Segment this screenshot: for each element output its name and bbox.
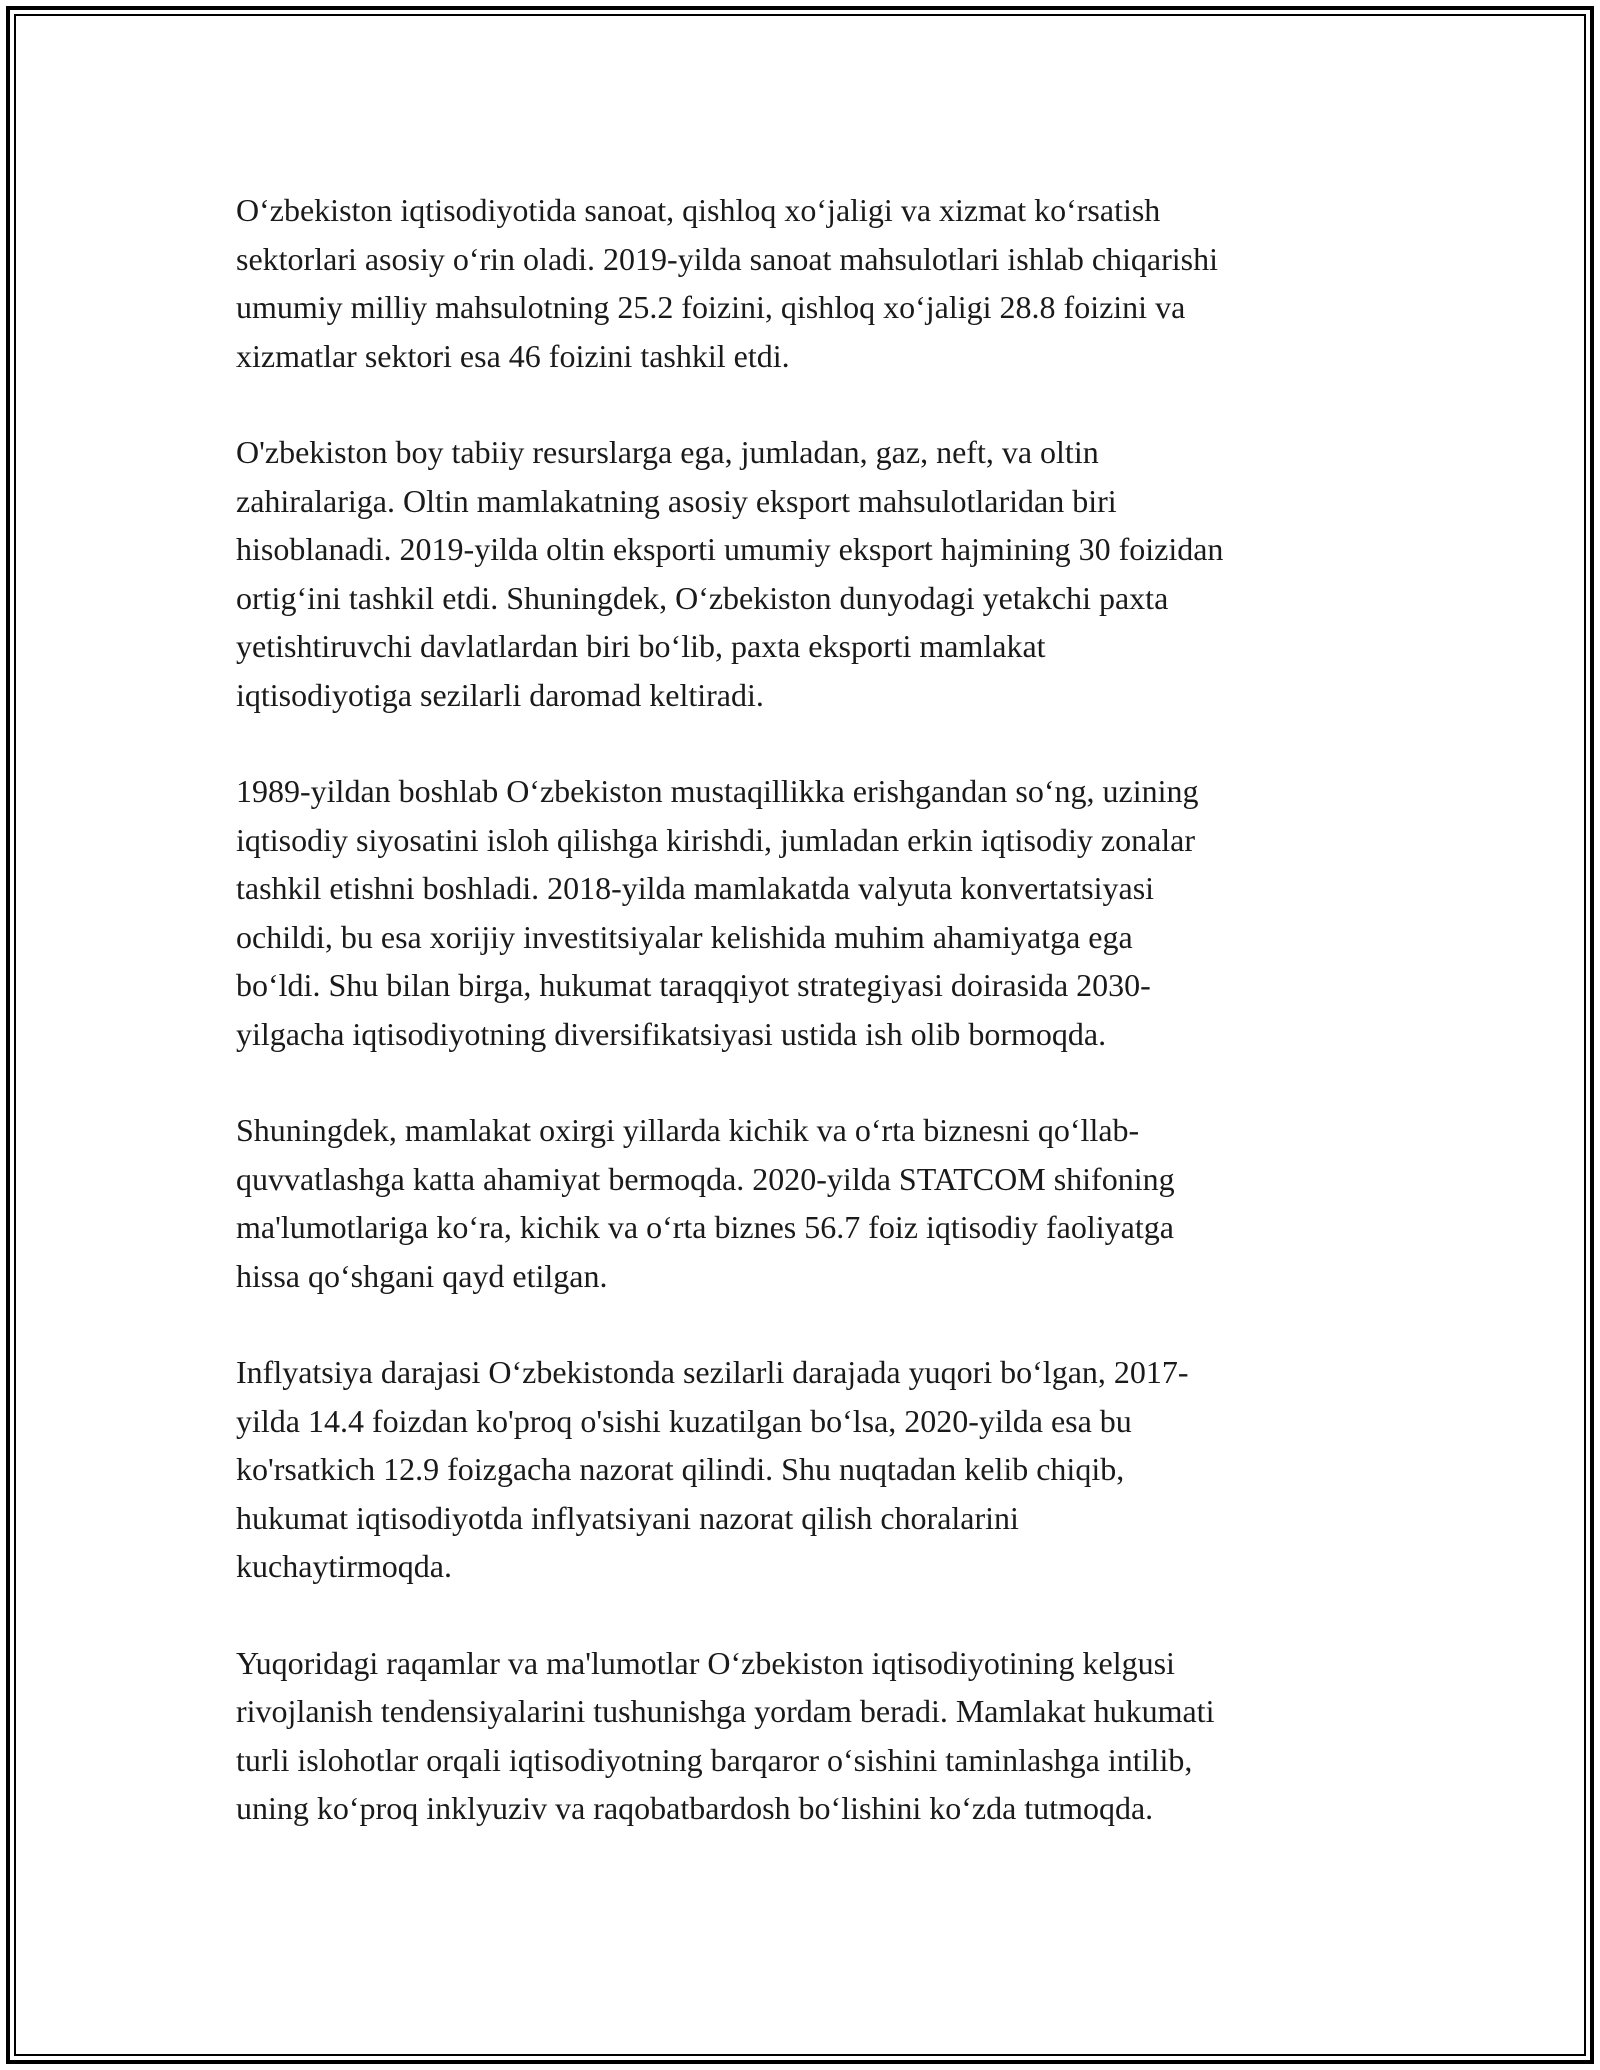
paragraph-conclusion: Yuqoridagi raqamlar va ma'lumotlar O‘zbekiston iqtisodiyotining kelgusi rivojlanish tendensiyalarini tushunishga yordam beradi. Mamlakat hukumati turli islohotlar orqali iqtisodiyotning barqaror o‘sishini taminlashga intilib, uning ko‘proq inklyuziv va raqobatbardosh bo‘lishini ko‘zda tutmoqda. (236, 1644, 1215, 1826)
document-body (236, 186, 1376, 1881)
paragraph-economic-reforms: 1989-yildan boshlab O‘zbekiston mustaqillikka erishgandan so‘ng, uzining iqtisodiy siyosatini isloh qilishga kirishdi, jumladan erkin iqtisodiy zonalar tashkil etishni boshladi. 2018-yilda mamlakatda valyuta konvertatsiyasi ochildi, bu esa xorijiy investitsiyalar kelishida muhim ahamiyatga ega bo‘ldi. Shu bilan birga, hukumat taraqqiyot strategiyasi doirasida 2030- yilgacha iqtisodiyotning diversifikatsiyasi ustida ish olib bormoqda. (236, 773, 1199, 1052)
paragraph-natural-resources: O'zbekiston boy tabiiy resurslarga ega, jumladan, gaz, neft, va oltin zahiralariga. Oltin mamlakatning asosiy eksport mahsulotlaridan biri hisoblanadi. 2019-yilda oltin eksporti umumiy eksport hajmining 30 foizidan ortig‘ini tashkil etdi. Shuningdek, O‘zbekiston dunyodagi yetakchi paxta yetishtiruvchi davlatlardan biri bo‘lib, paxta eksporti mamlakat iqtisodiyotiga sezilarli daromad keltiradi. (236, 434, 1224, 713)
paragraph-economy-sectors: O‘zbekiston iqtisodiyotida sanoat, qishloq xo‘jaligi va xizmat ko‘rsatish sektorlari asosiy o‘rin oladi. 2019-yilda sanoat mahsulotlari ishlab chiqarishi umumiy milliy mahsulotning 25.2 foizini, qishloq xo‘jaligi 28.8 foizini va xizmatlar sektori esa 46 foizini tashkil etdi. (236, 192, 1219, 374)
paragraph-inflation: Inflyatsiya darajasi O‘zbekistonda sezilarli darajada yuqori bo‘lgan, 2017- yilda 14.4 foizdan ko'proq o'sishi kuzatilgan bo‘lsa, 2020-yilda esa bu ko'rsatkich 12.9 foizgacha nazorat qilindi. Shu nuqtadan kelib chiqib, hukumat iqtisodiyotda inflyatsiyani nazorat qilish choralarini kuchaytirmoqda. (236, 1354, 1189, 1584)
paragraph-small-business: Shuningdek, mamlakat oxirgi yillarda kichik va o‘rta biznesni qo‘llab- quvvatlashga katta ahamiyat bermoqda. 2020-yilda STATCOM shifoning ma'lumotlariga ko‘ra, kichik va o‘rta biznes 56.7 foiz iqtisodiy faoliyatga hissa qo‘shgani qayd etilgan. (236, 1112, 1175, 1294)
